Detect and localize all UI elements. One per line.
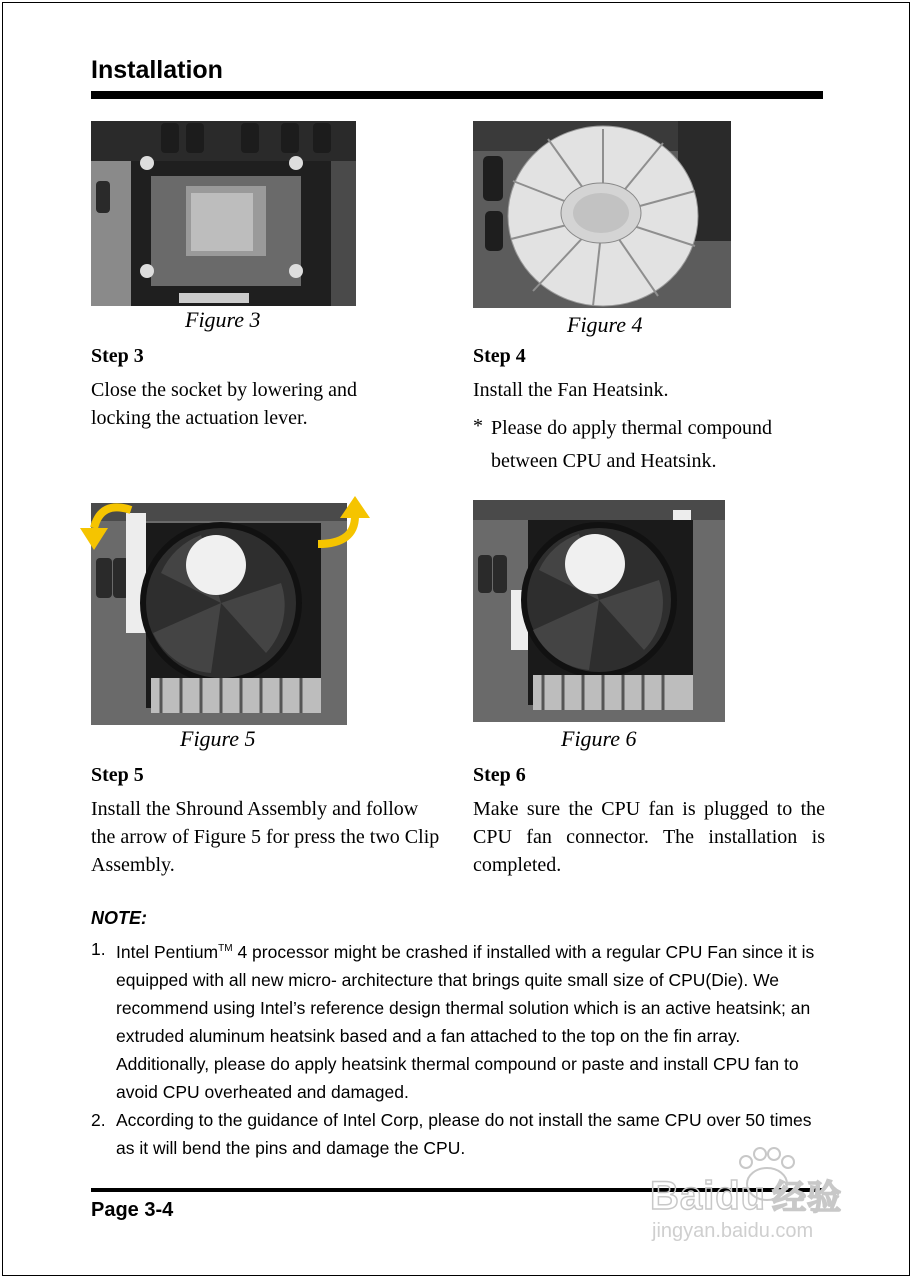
step-4-text: Install the Fan Heatsink.: [473, 379, 669, 401]
step-6-text: Make sure the CPU fan is plugged to the CPU fan connector. The installation is completed.: [473, 798, 825, 876]
figure-3-caption: Figure 3: [185, 307, 261, 332]
figure-4-caption: Figure 4: [567, 312, 643, 337]
rotate-left-arrow-icon: [76, 500, 141, 555]
step-4-note-text: Please do apply thermal compound between CPU and Heatsink.: [491, 417, 773, 472]
note-number: 1.: [91, 939, 106, 959]
figure-4-photo: [473, 121, 731, 308]
watermark: [646, 1140, 876, 1250]
figure-5-caption: Figure 5: [180, 726, 256, 751]
watermark-brand-2: du: [715, 1174, 767, 1218]
note-text: According to the guidance of Intel Corp, please do not install the same CPU over 50 times as it will bend the pins and damage the CPU.: [116, 1109, 812, 1158]
step-6-title: Step 6: [473, 764, 526, 786]
figure-3-photo: [91, 121, 356, 306]
note-text: 4 processor might be crashed if installed with a regular CPU Fan since it is equipped with all new micro- architecture that brings quite small size of CPU(Die). We recommend using Intel’s reference design thermal solution which is an active heatsink; an extruded aluminum heatsink based and a fan attached to the top on the fin array.: [116, 941, 815, 1046]
step-5-title: Step 5: [91, 764, 144, 786]
note-heading: NOTE:: [91, 908, 147, 928]
step-4-title: Step 4: [473, 345, 526, 367]
note-number: 2.: [91, 1109, 106, 1130]
page-number: Page 3-4: [91, 1199, 174, 1221]
note-list: [91, 935, 831, 1162]
step-4-note-star: *: [473, 415, 483, 437]
step-3-title: Step 3: [91, 345, 144, 367]
step-3-text: Close the socket by lowering and locking the actuation lever.: [91, 379, 358, 429]
header-rule: [91, 91, 823, 99]
note-text-extra: Additionally, please do apply heatsink thermal compound or paste and install CPU fan to avoid CPU overheated and damaged.: [116, 1053, 799, 1102]
figure-6-caption: Figure 6: [561, 726, 637, 751]
step-5-text: Install the Shround Assembly and follow the arrow of Figure 5 for press the two Clip Assembly.: [91, 798, 440, 876]
figure-6-photo: [473, 500, 725, 722]
watermark-cn: 经验: [772, 1179, 843, 1217]
watermark-url: jingyan.baidu.com: [652, 1220, 814, 1242]
rotate-right-arrow-icon: [310, 494, 375, 554]
trademark-sup: TM: [218, 943, 233, 954]
page-title: Installation: [91, 56, 223, 84]
note-text-prefix: Intel Pentium: [116, 941, 219, 962]
list-item: [91, 935, 831, 1106]
watermark-brand: Bai: [650, 1174, 716, 1218]
